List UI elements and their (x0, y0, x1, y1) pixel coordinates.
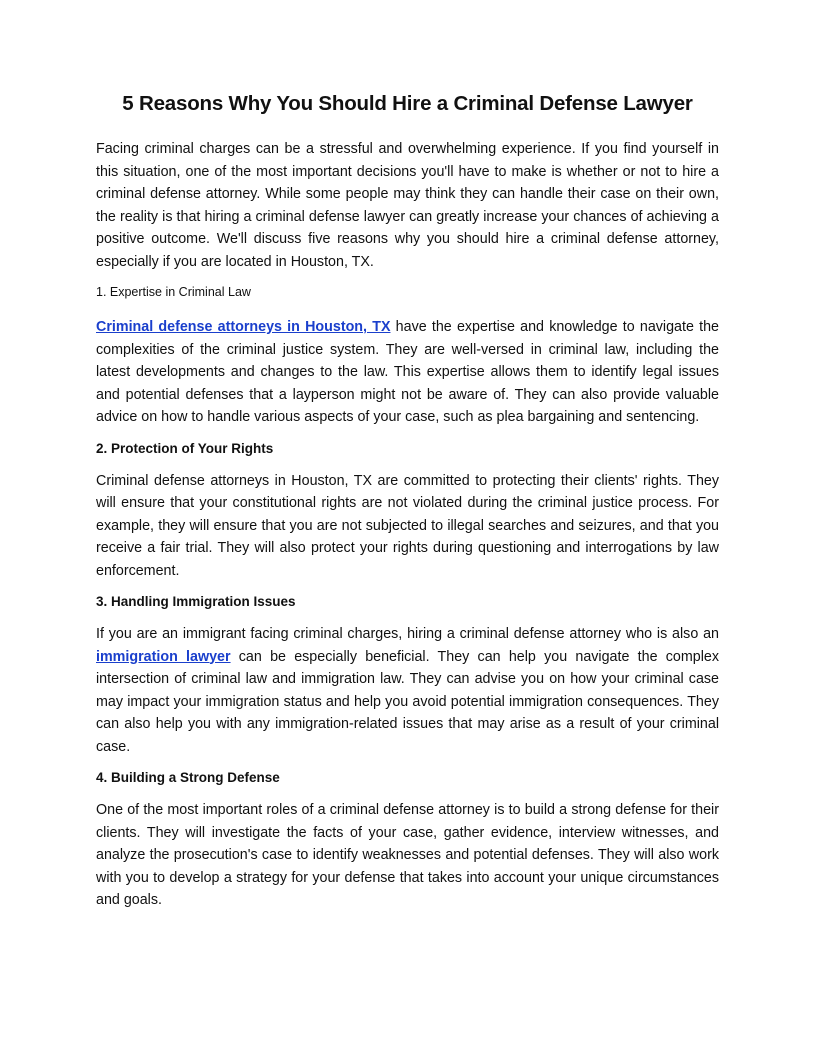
section-heading-expertise: 1. Expertise in Criminal Law (96, 285, 251, 299)
intro-paragraph: Facing criminal charges can be a stressful and overwhelming experience. If you find yourself in this situation, one of the most important decisions you'll have to make is whether or not to hire a criminal defense attorney. While some people may think they can handle their case on their own, the reality is that hiring a criminal defense lawyer can greatly increase your chances of achieving a positive outcome. We'll discuss five reasons why you should hire a criminal defense attorney, especially if you are located in Houston, TX. (96, 141, 719, 270)
section-heading-immigration: 3. Handling Immigration Issues (96, 594, 296, 609)
document-page (96, 92, 719, 924)
section-heading-defense: 4. Building a Strong Defense (96, 770, 280, 785)
section-body-defense: One of the most important roles of a criminal defense attorney is to build a strong defense for their clients. They will investigate the facts of your case, gather evidence, interview witnesses, and analyze the prosecution's case to identify weaknesses and potential defenses. They will also work with you to develop a strategy for your defense that takes into account your unique circumstances and goals. (96, 802, 719, 908)
section-body-immigration: If you are an immigrant facing criminal charges, hiring a criminal defense attorney who is also an immigration lawyer can be especially beneficial. They can help you navigate the complex intersection of criminal law and immigration law. They can advise you on how your criminal case may impact your immigration status and help you avoid potential immigration consequences. They can also help you with any immigration-related issues that may arise as a result of your criminal case. (96, 626, 719, 755)
section-body-expertise: Criminal defense attorneys in Houston, TX have the expertise and knowledge to navigate the complexities of the criminal justice system. They are well-versed in criminal law, including the latest developments and changes to the law. This expertise allows them to identify legal issues and potential defenses that a layperson might not be aware of. They can also provide valuable advice on how to handle various aspects of your case, such as plea bargaining and sentencing. (96, 319, 719, 425)
immigration-lawyer-link[interactable]: immigration lawyer (96, 648, 231, 665)
document-title: 5 Reasons Why You Should Hire a Criminal Defense Lawyer (122, 92, 693, 115)
section-heading-rights: 2. Protection of Your Rights (96, 440, 274, 456)
section-body-rights: Criminal defense attorneys in Houston, TX are committed to protecting their clients' rights. They will ensure that your constitutional rights are not violated during the criminal justice process. For example, they will ensure that you are not subjected to illegal searches and seizures, and that you receive a fair trial. They will also protect your rights during questioning and interrogations by law enforcement. (96, 472, 719, 579)
houston-attorneys-link[interactable]: Criminal defense attorneys in Houston, TX (96, 319, 391, 335)
